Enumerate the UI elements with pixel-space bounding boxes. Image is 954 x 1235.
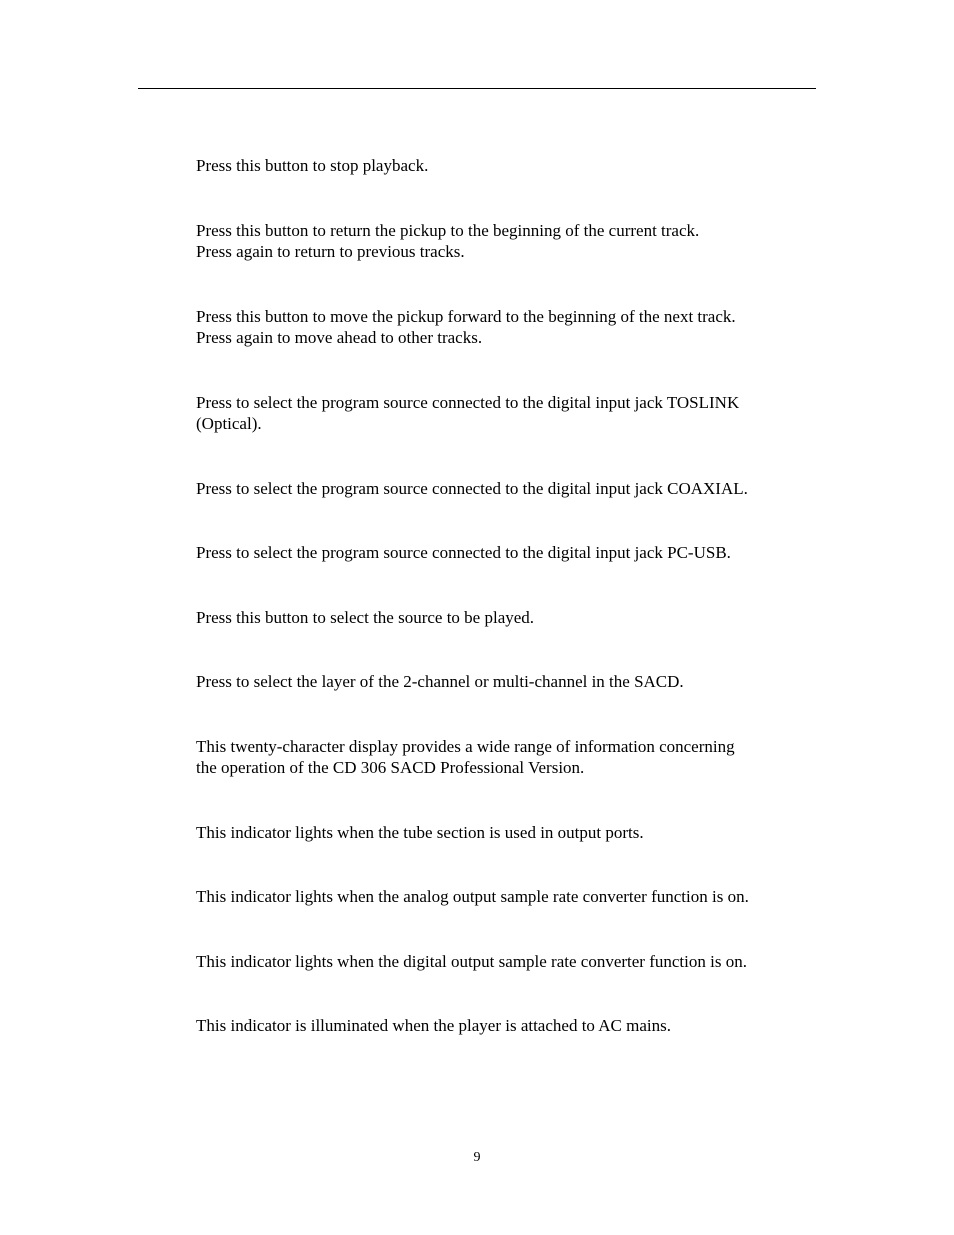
paragraph-line: Press to select the program source connected to the digital input jack COAXIAL. [196,479,748,498]
paragraph-toslink [196,392,836,434]
paragraph-line: Press to select the program source connected to the digital input jack PC-USB. [196,543,731,562]
paragraph-coaxial [196,478,836,499]
paragraph-pc-usb [196,542,836,563]
paragraph-analog-src-indicator [196,886,836,907]
paragraph-next-track [196,306,836,348]
paragraph-line: Press to select the program source connected to the digital input jack TOSLINK [196,393,740,412]
paragraph-line: the operation of the CD 306 SACD Professional Version. [196,758,585,777]
paragraph-line: Press this button to move the pickup forward to the beginning of the next track. [196,307,736,326]
paragraph-line: Press to select the layer of the 2-channel or multi-channel in the SACD. [196,672,684,691]
paragraph-line: This indicator is illuminated when the player is attached to AC mains. [196,1016,671,1035]
header-rule [138,88,816,89]
paragraph-line: This indicator lights when the digital output sample rate converter function is on. [196,952,747,971]
paragraph-line: Press this button to return the pickup to the beginning of the current track. [196,221,700,240]
paragraph-digital-src-indicator [196,951,836,972]
paragraph-display [196,736,836,778]
paragraph-previous-track [196,220,836,262]
paragraph-line: Press this button to stop playback. [196,156,429,175]
paragraph-line: Press again to return to previous tracks. [196,242,465,261]
paragraph-source [196,607,836,628]
paragraph-line: This twenty-character display provides a wide range of information concerning [196,737,735,756]
paragraph-stop [196,155,836,176]
paragraph-line: This indicator lights when the tube section is used in output ports. [196,823,644,842]
paragraph-power-indicator [196,1015,836,1036]
page-number: 9 [473,1150,481,1165]
paragraph-line: (Optical). [196,414,262,433]
paragraph-tube-indicator [196,822,836,843]
paragraph-line: Press this button to select the source to be played. [196,608,535,627]
paragraph-line: Press again to move ahead to other tracks. [196,328,483,347]
paragraph-sacd-layer [196,671,836,692]
paragraph-line: This indicator lights when the analog output sample rate converter function is on. [196,887,749,906]
